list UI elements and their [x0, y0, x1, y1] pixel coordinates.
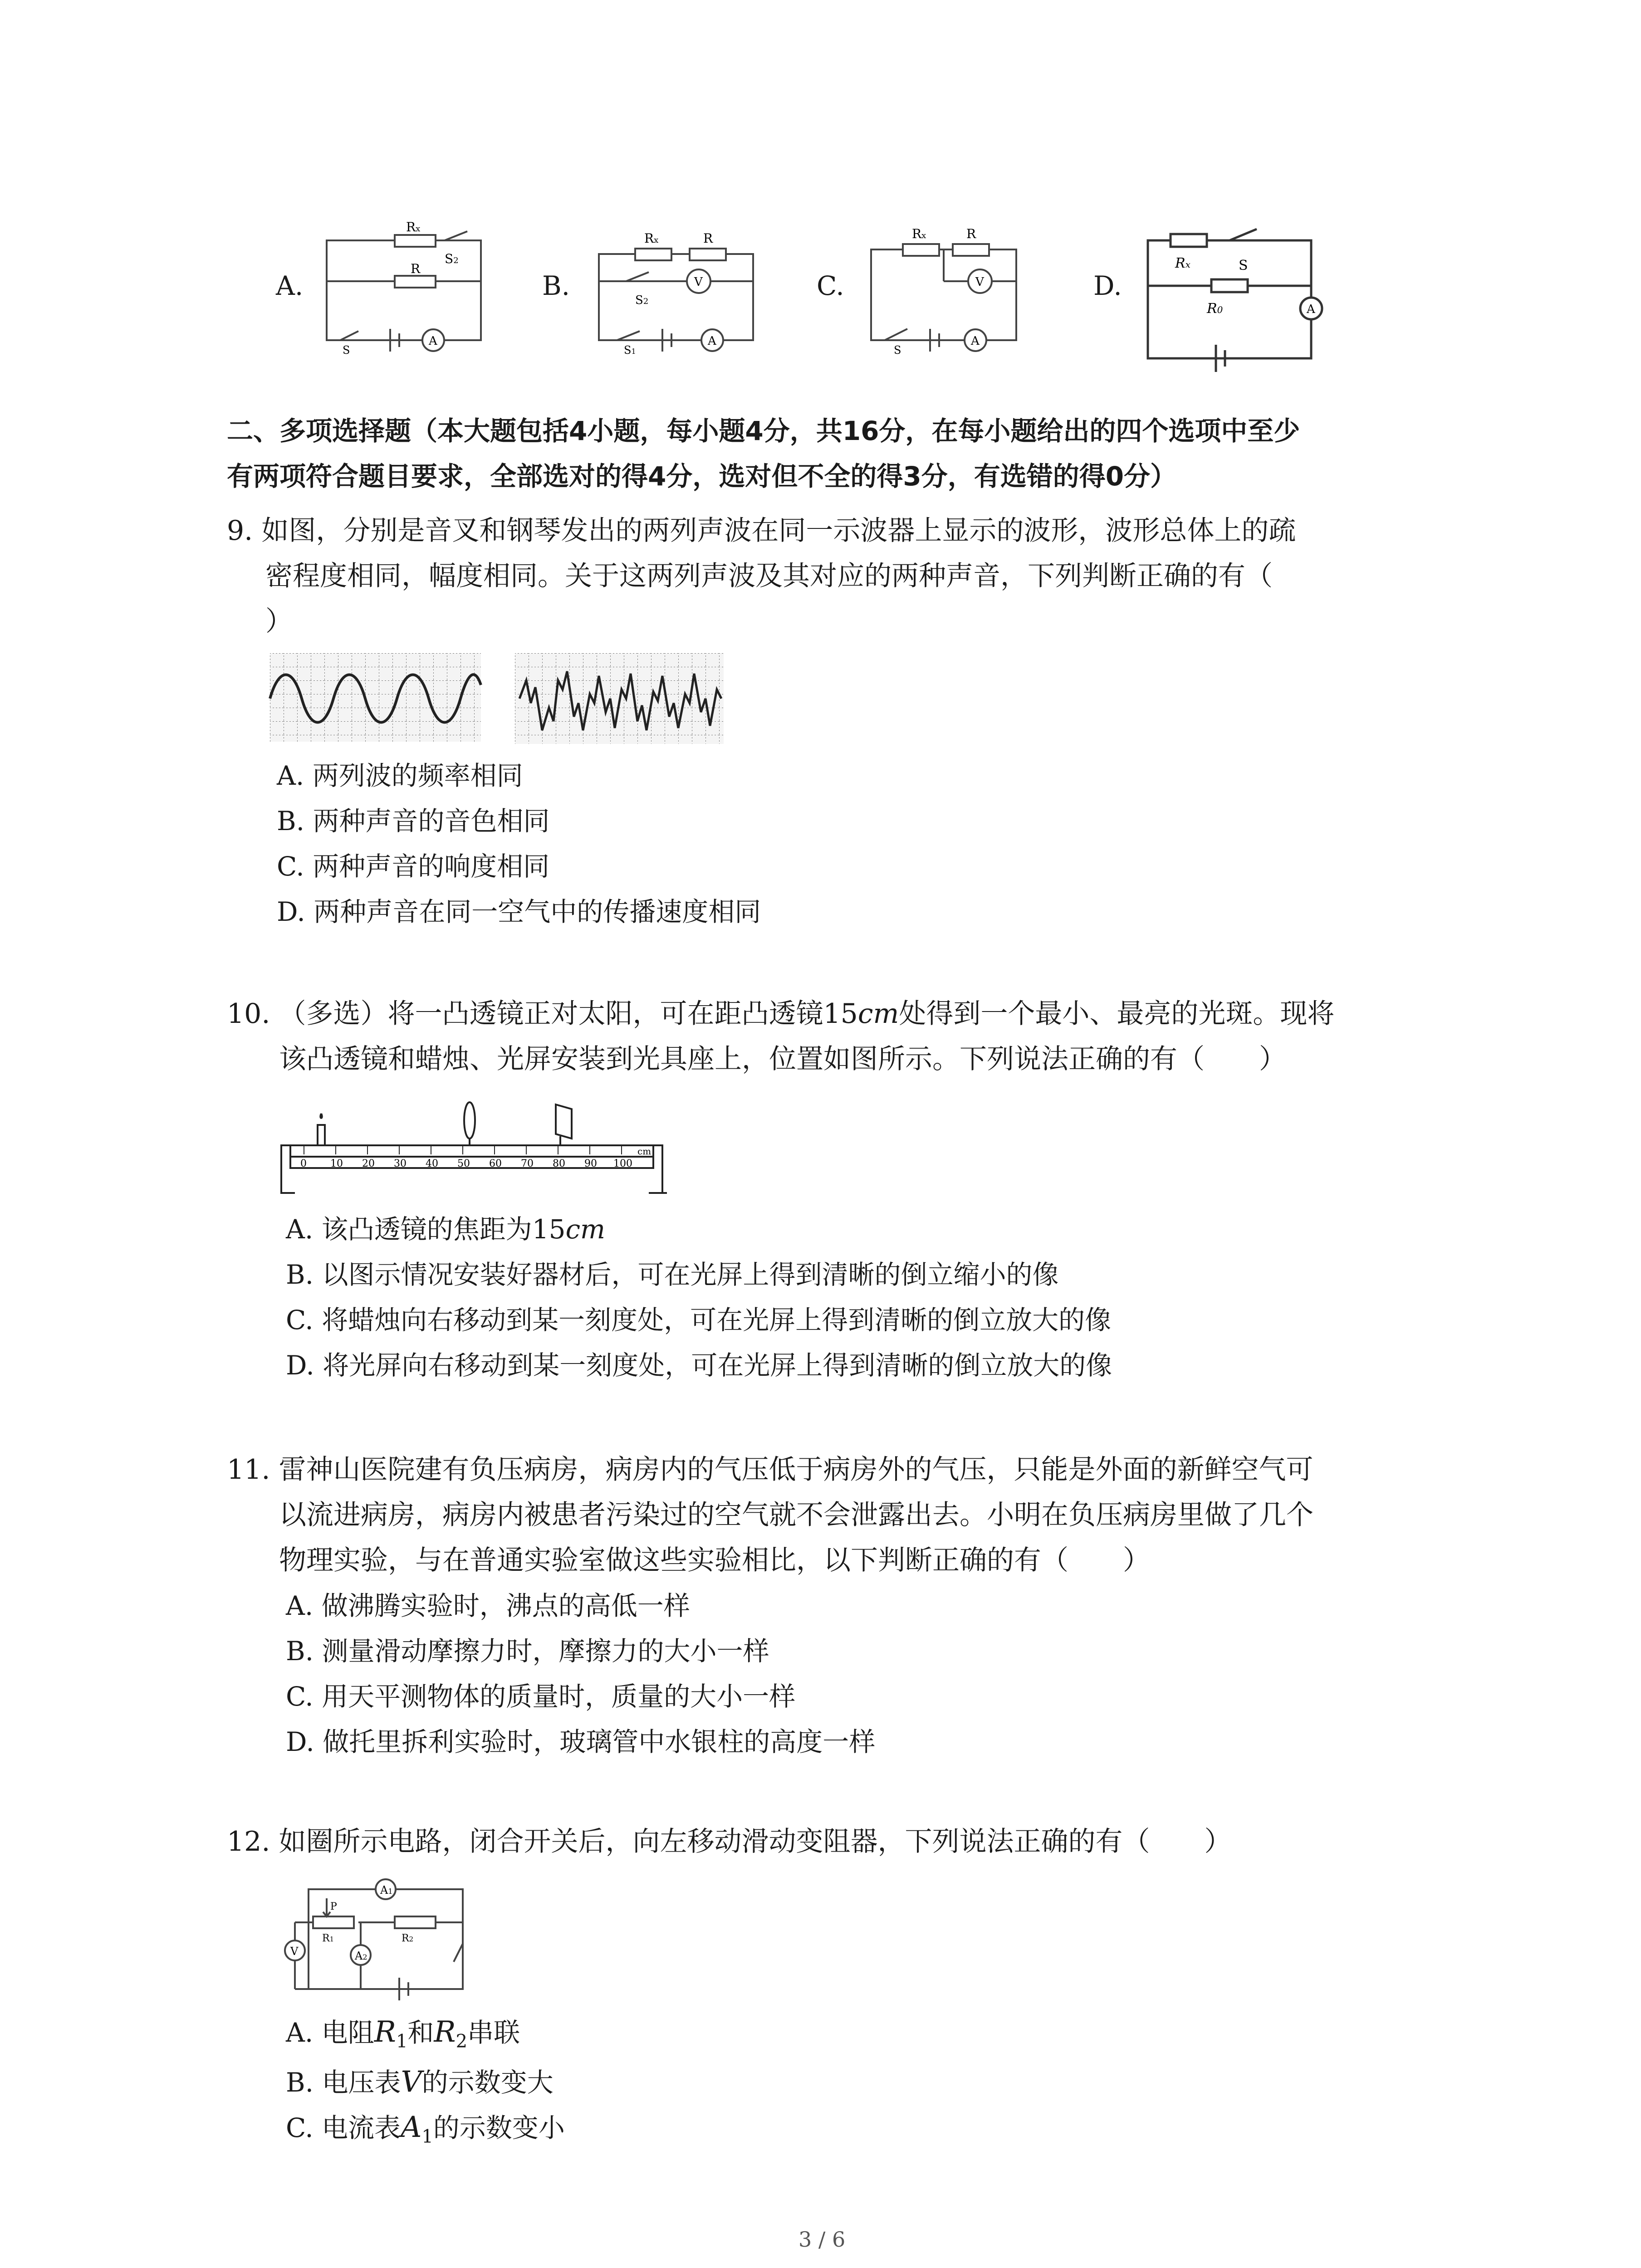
q10-option-a-text: A. 该凸透镜的焦距为15	[286, 1214, 566, 1245]
q12-option-c-text2: 的示数变小	[433, 2112, 565, 2143]
ruler-unit: cm	[637, 1146, 652, 1157]
tuning-fork-waveform	[270, 653, 481, 742]
svg-text:R2: R2	[402, 1933, 414, 1944]
ruler-tick-20: 20	[362, 1158, 375, 1169]
option-d-label: D.	[1093, 270, 1122, 301]
option-a-label: A.	[276, 270, 304, 301]
circuit-diagram-a	[318, 220, 490, 357]
q9-option-d: D. 两种声音在同一空气中的传播速度相同	[277, 896, 761, 927]
ruler-tick-0: 0	[300, 1158, 307, 1169]
svg-text:V: V	[290, 1945, 299, 1958]
q12-option-c	[286, 2105, 565, 2160]
q10-unit-cm: cm	[857, 998, 899, 1030]
svg-text:A2: A2	[355, 1950, 367, 1962]
svg-text:Rx: Rx	[912, 226, 926, 241]
ruler-tick-50: 50	[457, 1158, 470, 1169]
q10-option-a-unit: cm	[565, 1214, 606, 1245]
ruler-tick-100: 100	[613, 1158, 632, 1169]
svg-text:S: S	[1239, 258, 1248, 274]
q12-option-a-sub2: 2	[456, 2031, 468, 2052]
svg-text:A: A	[1307, 303, 1315, 316]
ruler-tick-10: 10	[330, 1158, 343, 1169]
q12-option-b-text1: B. 电压表	[286, 2067, 401, 2098]
svg-text:S2: S2	[635, 293, 649, 307]
svg-text:A1: A1	[380, 1884, 393, 1897]
svg-text:S: S	[343, 344, 350, 357]
svg-text:R1: R1	[322, 1933, 334, 1944]
q11-stem-line2: 以流进病房，病房内被患者污染过的空气就不会泄露出去。小明在负压病房里做了几个	[279, 1499, 1313, 1531]
q12-option-a-text3: 串联	[467, 2017, 520, 2048]
optical-bench	[277, 1098, 685, 1202]
svg-text:A: A	[708, 334, 716, 348]
piano-waveform	[515, 653, 724, 744]
q11-stem-line1: 11. 雷神山医院建有负压病房，病房内的气压低于病房外的气压，只能是外面的新鲜空气可	[227, 1454, 1313, 1486]
page-number: 3 / 6	[798, 2227, 846, 2252]
q12-option-c-a: A	[401, 2111, 422, 2144]
svg-text:R0: R0	[1207, 301, 1223, 317]
svg-text:A: A	[429, 334, 437, 348]
section-header-line1: 二、多项选择题（本大题包括4小题，每小题4分，共16分，在每小题给出的四个选项中至少	[227, 415, 1300, 446]
q11-option-c: C. 用天平测物体的质量时，质量的大小一样	[286, 1681, 796, 1712]
circuit-diagram-b	[590, 222, 762, 357]
q10-option-c: C. 将蜡烛向右移动到某一刻度处，可在光屏上得到清晰的倒立放大的像	[286, 1305, 1112, 1335]
q10-option-d: D. 将光屏向右移动到某一刻度处，可在光屏上得到清晰的倒立放大的像	[286, 1350, 1112, 1381]
svg-text:V: V	[975, 275, 984, 289]
q9-option-b: B. 两种声音的音色相同	[277, 806, 550, 836]
svg-text:Rx: Rx	[644, 231, 659, 246]
q11-option-a: A. 做沸腾实验时，沸点的高低一样	[286, 1590, 690, 1621]
q12-option-a-text1: A. 电阻	[286, 2017, 374, 2048]
q12-option-b-text2: 的示数变大	[421, 2067, 554, 2098]
q12-option-b	[286, 2059, 554, 2105]
q10-stem-line2: 该凸透镜和蜡烛、光屏安装到光具座上，位置如图所示。下列说法正确的有（ ）	[279, 1043, 1286, 1075]
svg-text:S: S	[894, 344, 901, 357]
q10-stem-line1	[227, 991, 1334, 1036]
q12-option-c-text1: C. 电流表	[286, 2112, 401, 2143]
svg-text:S2: S2	[445, 251, 459, 266]
circuit-diagram-c	[862, 222, 1025, 357]
q12-stem: 12. 如圈所示电路，闭合开关后，向左移动滑动变阻器，下列说法正确的有（ ）	[227, 1826, 1232, 1857]
q9-option-c: C. 两种声音的响度相同	[277, 851, 550, 882]
svg-text:R: R	[411, 261, 421, 276]
svg-text:S1: S1	[624, 344, 636, 357]
q10-option-a	[286, 1207, 605, 1252]
q9-stem-line2: 密程度相同，幅度相同。关于这两列声波及其对应的两种声音，下列判断正确的有（	[265, 560, 1273, 592]
option-b-label: B.	[542, 270, 570, 301]
circuit-diagram-d	[1139, 222, 1329, 372]
q12-option-a-r1: R	[374, 2015, 396, 2049]
q12-option-c-sub: 1	[421, 2126, 433, 2147]
q12-circuit-diagram	[281, 1871, 472, 2003]
q10-option-b: B. 以图示情况安装好器材后，可在光屏上得到清晰的倒立缩小的像	[286, 1259, 1059, 1290]
svg-text:P: P	[330, 1901, 337, 1912]
option-c-label: C.	[817, 270, 844, 301]
ruler-tick-40: 40	[426, 1158, 438, 1169]
q9-stem-line3: ）	[265, 606, 293, 637]
q12-option-a-r2: R	[434, 2015, 456, 2049]
q11-stem-line3: 物理实验，与在普通实验室做这些实验相比，以下判断正确的有（ ）	[279, 1545, 1150, 1576]
ruler-tick-60: 60	[489, 1158, 502, 1169]
q10-stem-line1-rest: 处得到一个最小、最亮的光斑。现将	[899, 998, 1335, 1030]
q11-option-b: B. 测量滑动摩擦力时，摩擦力的大小一样	[286, 1636, 769, 1667]
section-header-line2: 有两项符合题目要求，全部选对的得4分，选对但不全的得3分，有选错的得0分）	[227, 461, 1177, 492]
q10-stem-line1-text: 10. （多选）将一凸透镜正对太阳，可在距凸透镜15	[227, 998, 858, 1030]
q12-option-a-sub1: 1	[396, 2031, 408, 2052]
ruler-tick-30: 30	[394, 1158, 407, 1169]
ruler-tick-80: 80	[553, 1158, 565, 1169]
q12-option-a	[286, 2009, 520, 2064]
ruler-tick-90: 90	[584, 1158, 597, 1169]
svg-text:Rx: Rx	[1175, 255, 1190, 271]
ruler-tick-70: 70	[521, 1158, 534, 1169]
q12-option-a-text2: 和	[407, 2017, 434, 2048]
svg-text:Rx: Rx	[406, 220, 421, 235]
svg-text:V: V	[694, 275, 703, 289]
q11-option-d: D. 做托里拆利实验时，玻璃管中水银柱的高度一样	[286, 1726, 876, 1757]
svg-text:R: R	[703, 231, 713, 246]
q9-stem-line1: 9. 如图，分别是音叉和钢琴发出的两列声波在同一示波器上显示的波形，波形总体上的疏	[227, 515, 1296, 547]
q12-option-b-v: V	[401, 2065, 422, 2099]
q9-option-a: A. 两列波的频率相同	[277, 760, 523, 791]
svg-text:A: A	[971, 334, 980, 348]
svg-text:R: R	[966, 226, 976, 241]
